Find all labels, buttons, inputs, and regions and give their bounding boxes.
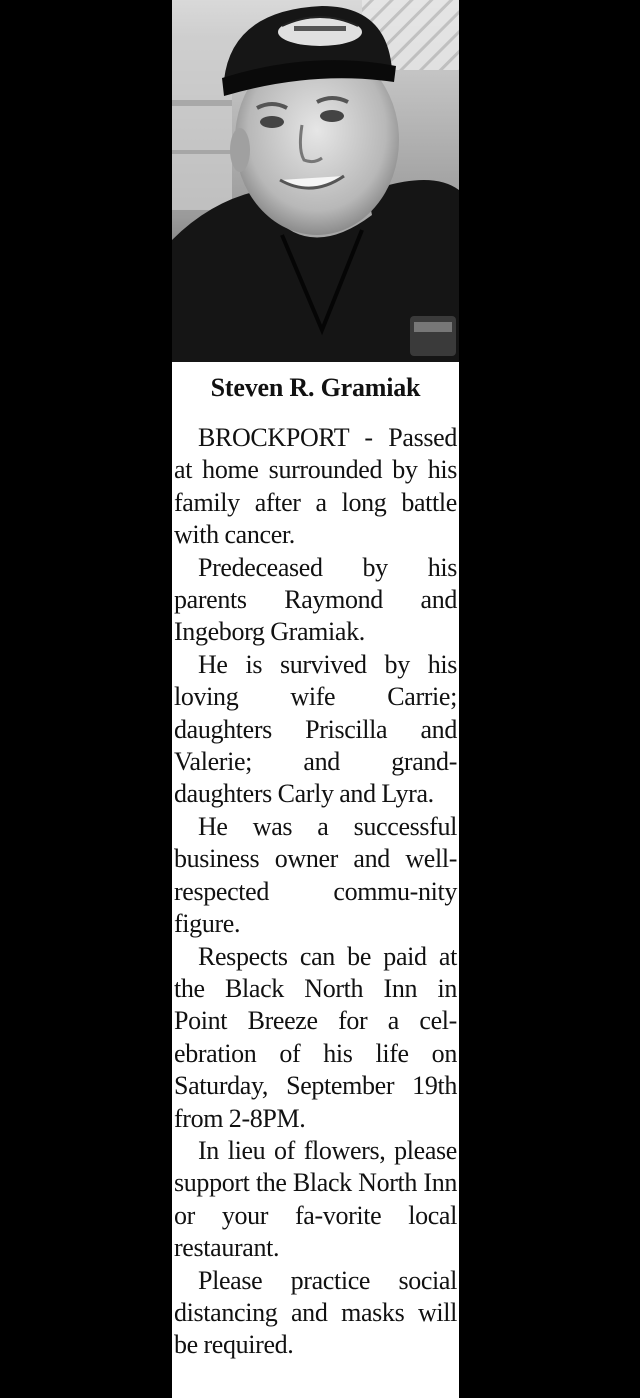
- deceased-name: Steven R. Gramiak: [210, 373, 421, 402]
- portrait-photo: [172, 0, 459, 362]
- portrait-image: [172, 0, 459, 362]
- obituary-paragraph: He was a successful business owner and well-respected commu-nity figure.: [174, 811, 457, 939]
- obituary-paragraph: Please practice social distancing and masks will be required.: [174, 1265, 457, 1360]
- obituary-text: [174, 422, 457, 1362]
- obituary-paragraph: Predeceased by his parents Raymond and Ingeborg Gramiak.: [174, 552, 457, 647]
- obituary-paragraph: Respects can be paid at the Black North Inn in Point Breeze for a cel-ebration of his life on Saturday, September 19th from 2-8PM.: [174, 941, 457, 1133]
- obituary-paragraph: He is survived by his loving wife Carrie; daughters Priscilla and Valerie; and grand-daughters Carly and Lyra.: [174, 649, 457, 809]
- obituary-column: [172, 0, 459, 1398]
- obituary-paragraph: In lieu of flowers, please support the Black North Inn or your fa-vorite local restaurant.: [174, 1135, 457, 1263]
- obituary-paragraph: BROCKPORT - Passed at home surrounded by his family after a long battle with cancer.: [174, 423, 457, 550]
